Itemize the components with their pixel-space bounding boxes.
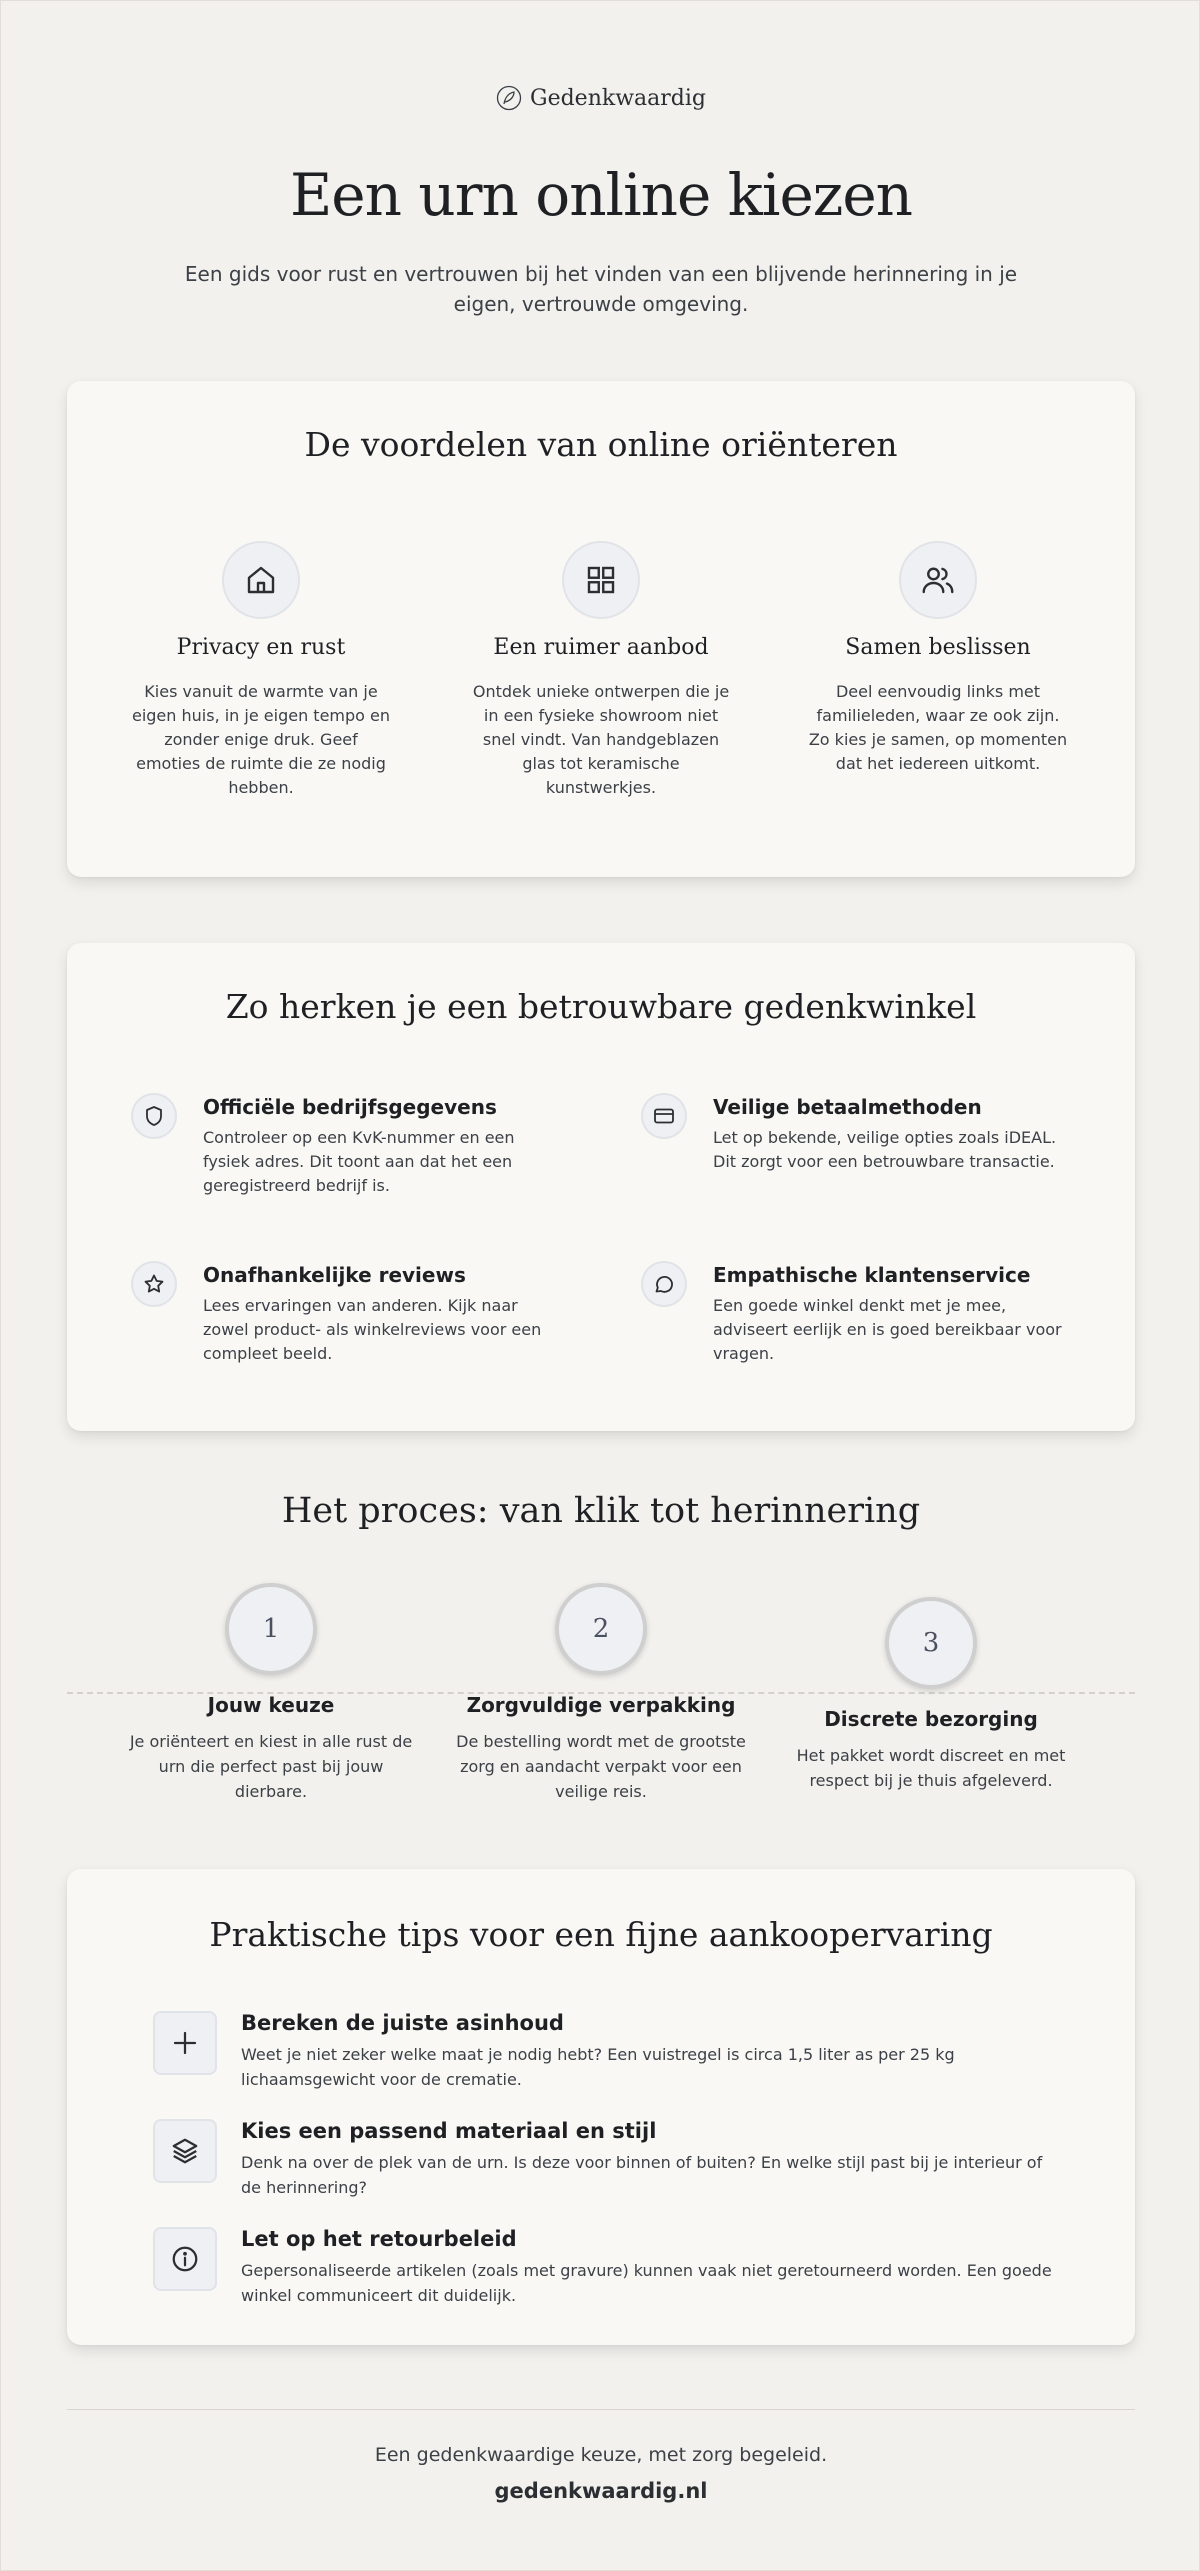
benefits-title: De voordelen van online oriënteren	[304, 425, 898, 464]
trust-item-text: Let op bekende, veilige opties zoals iDEAL. Dit zorgt voor een betrouwbare transactie.	[713, 1128, 1057, 1171]
step-title: Discrete bezorging	[824, 1707, 1038, 1731]
star-icon	[131, 1261, 177, 1307]
benefit-item	[471, 541, 731, 800]
grid-icon	[562, 541, 640, 619]
home-icon	[222, 541, 300, 619]
trust-item-title: Onafhankelijke reviews	[203, 1263, 466, 1287]
shield-icon	[131, 1093, 177, 1139]
tip-text: Gepersonaliseerde artikelen (zoals met gravure) kunnen vaak niet geretourneerd worden. Een goede winkel communiceert dit duidelijk.	[241, 2261, 1052, 2305]
step-title: Jouw keuze	[207, 1693, 335, 1717]
footer-divider	[67, 2409, 1135, 2410]
benefit-text: Deel eenvoudig links met familieleden, waar ze ook zijn. Zo kies je samen, op momenten dat het iedereen uitkomt.	[808, 682, 1068, 773]
trust-item-title: Officiële bedrijfsgegevens	[203, 1095, 497, 1119]
footer-site-link[interactable]: gedenkwaardig.nl	[494, 2479, 708, 2503]
tip-title: Let op het retourbeleid	[241, 2227, 517, 2251]
leaf-circle-icon	[496, 85, 522, 111]
process-step	[781, 1597, 1081, 1793]
step-text: De bestelling wordt met de grootste zorg en aandacht verpakt voor een veilige reis.	[456, 1732, 746, 1801]
trust-item-title: Veilige betaalmethoden	[713, 1095, 982, 1119]
layers-icon	[153, 2119, 217, 2183]
benefit-title: Privacy en rust	[176, 635, 346, 660]
tip-item	[153, 2119, 1053, 2199]
brand-name: Gedenkwaardig	[530, 85, 706, 111]
step-text: Het pakket wordt discreet en met respect bij je thuis afgeleverd.	[796, 1746, 1066, 1790]
plus-icon	[153, 2011, 217, 2075]
tip-item	[153, 2227, 1053, 2307]
tip-text: Denk na over de plek van de urn. Is deze voor binnen of buiten? En welke stijl past bij je interieur of de herinnering?	[241, 2153, 1043, 2197]
trust-item	[641, 1093, 1081, 1203]
benefit-title: Samen beslissen	[845, 635, 1031, 660]
trust-item	[641, 1261, 1081, 1371]
step-text: Je oriënteert en kiest in alle rust de urn die perfect past bij jouw dierbare.	[129, 1732, 413, 1801]
brand-logo[interactable]	[1, 85, 1200, 111]
trust-item-text: Een goede winkel denkt met je mee, adviseert eerlijk en is goed bereikbaar voor vragen.	[713, 1296, 1062, 1363]
chat-bubble-icon	[641, 1261, 687, 1307]
tips-title: Praktische tips voor een fijne aankoopervaring	[209, 1915, 993, 1954]
step-number: 1	[225, 1583, 317, 1675]
trust-item-text: Lees ervaringen van anderen. Kijk naar zowel product- als winkelreviews voor een compleet beeld.	[203, 1296, 542, 1363]
tip-item	[153, 2011, 1053, 2091]
tip-title: Kies een passend materiaal en stijl	[241, 2119, 657, 2143]
step-number: 2	[555, 1583, 647, 1675]
trust-card	[67, 943, 1135, 1431]
step-number: 3	[885, 1597, 977, 1689]
benefits-card	[67, 381, 1135, 877]
trust-item	[131, 1093, 571, 1203]
trust-title: Zo herken je een betrouwbare gedenkwinkel	[225, 987, 977, 1026]
tip-title: Bereken de juiste asinhoud	[241, 2011, 564, 2035]
process-title: Het proces: van klik tot herinnering	[281, 1491, 921, 1531]
process-step	[121, 1583, 421, 1804]
benefit-title: Een ruimer aanbod	[493, 635, 709, 660]
users-icon	[899, 541, 977, 619]
step-title: Zorgvuldige verpakking	[466, 1693, 736, 1717]
tip-text: Weet je niet zeker welke maat je nodig hebt? Een vuistregel is circa 1,5 liter as per 25 kg lichaamsgewicht voor de crematie.	[241, 2045, 955, 2089]
benefit-item	[808, 541, 1068, 776]
credit-card-icon	[641, 1093, 687, 1139]
page-title: Een urn online kiezen	[289, 161, 913, 229]
trust-item-title: Empathische klantenservice	[713, 1263, 1031, 1287]
process-step	[451, 1583, 751, 1804]
benefit-item	[131, 541, 391, 800]
tips-card	[67, 1869, 1135, 2345]
footer-tagline: Een gedenkwaardige keuze, met zorg begeleid.	[374, 2444, 828, 2466]
page-subtitle: Een gids voor rust en vertrouwen bij het vinden van een blijvende herinnering in je eigen, vertrouwde omgeving.	[184, 262, 1018, 316]
benefit-text: Ontdek unieke ontwerpen die je in een fysieke showroom niet snel vindt. Van handgeblazen glas tot keramische kunstwerkjes.	[472, 682, 730, 797]
benefit-text: Kies vanuit de warmte van je eigen huis, in je eigen tempo en zonder enige druk. Geef emoties de ruimte die ze nodig hebben.	[131, 682, 391, 797]
trust-item-text: Controleer op een KvK-nummer en een fysiek adres. Dit toont aan dat het een geregistreerd bedrijf is.	[203, 1128, 515, 1195]
info-icon	[153, 2227, 217, 2291]
trust-item	[131, 1261, 571, 1371]
